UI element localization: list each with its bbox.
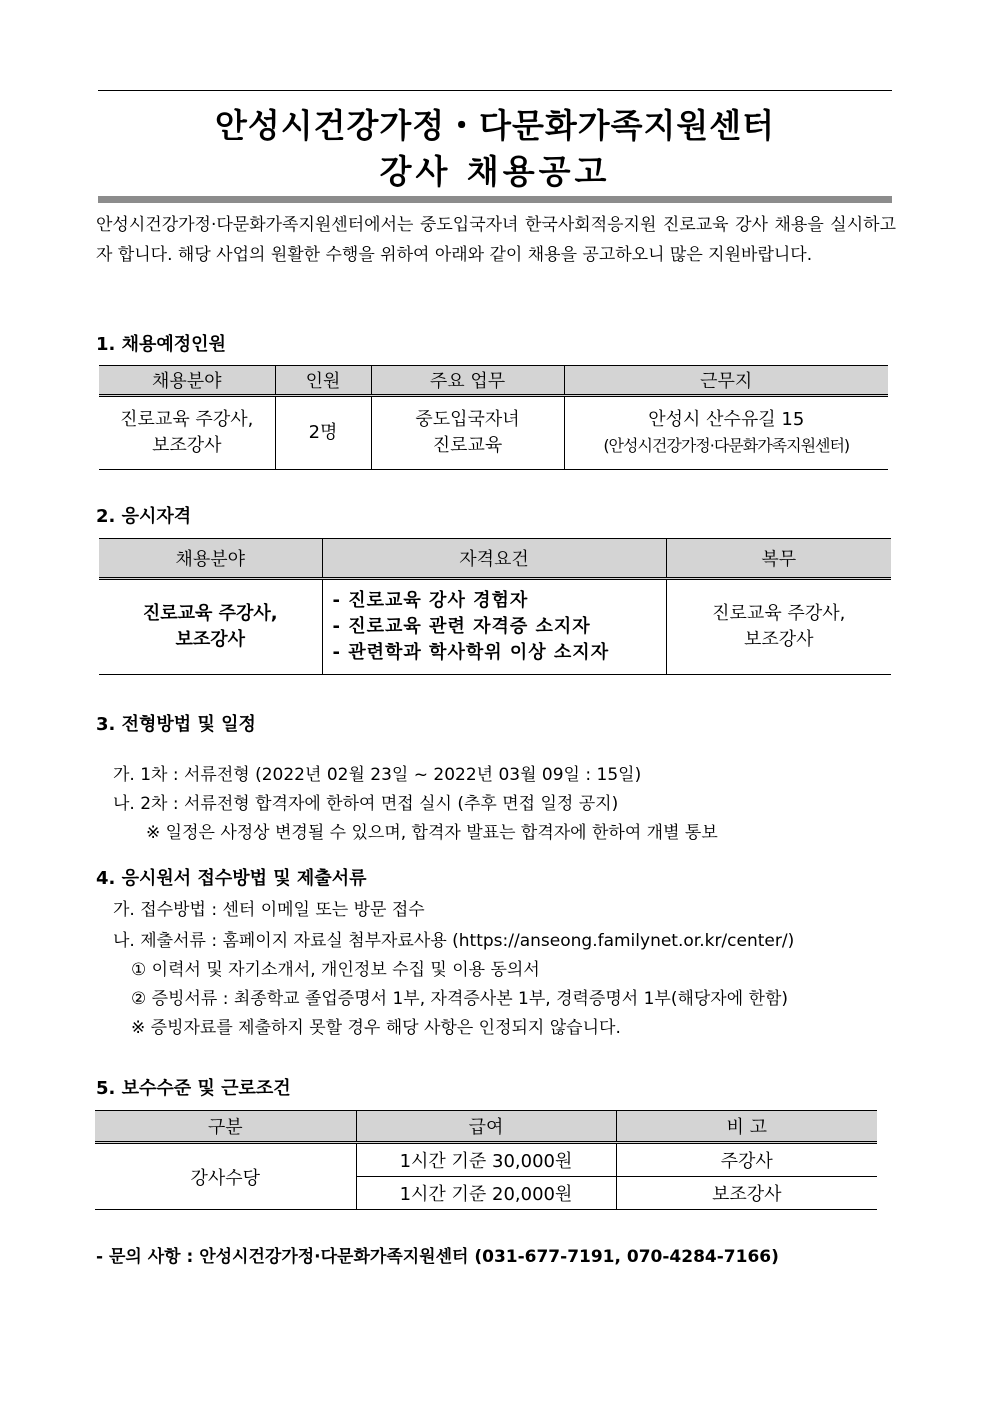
- document-item: ② 증빙서류 : 최종학교 졸업증명서 1부, 자격증사본 1부, 경력증명서 1부(해당자에 한함): [131, 989, 789, 1009]
- header-pay: 급여: [356, 1111, 616, 1143]
- document-item: ① 이력서 및 자기소개서, 개인정보 수집 및 이용 동의서: [131, 960, 540, 980]
- title-bottom-rule: [98, 196, 892, 203]
- duty-line1: 진로교육 주강사,: [712, 603, 846, 624]
- cell-duty: [666, 579, 891, 675]
- field-line1: 진로교육 주강사,: [142, 603, 278, 624]
- table-header-row: [99, 366, 888, 396]
- section1-heading: 1. 채용예정인원: [96, 334, 226, 355]
- title-top-rule: [98, 90, 892, 91]
- pay-table: [95, 1110, 877, 1210]
- cell-count: 2명: [275, 396, 371, 470]
- cell-place: [564, 396, 888, 470]
- duty-line2: 진로교육: [432, 435, 503, 456]
- header-note: 비 고: [616, 1111, 877, 1143]
- cell-note: 보조강사: [616, 1177, 877, 1210]
- schedule-note: ※ 일정은 사정상 변경될 수 있으며, 합격자 발표는 합격자에 한하여 개별 통보: [146, 823, 718, 843]
- cell-pay: 1시간 기준 20,000원: [356, 1177, 616, 1210]
- place-line1: 안성시 산수유길 15: [648, 409, 805, 430]
- documents-note: ※ 증빙자료를 제출하지 못할 경우 해당 사항은 인정되지 않습니다.: [131, 1018, 621, 1038]
- cell-note: 주강사: [616, 1143, 877, 1177]
- cell-field: [99, 396, 275, 470]
- field-line1: 진로교육 주강사,: [120, 409, 254, 430]
- cell-requirements: [322, 579, 666, 675]
- section4-heading: 4. 응시원서 접수방법 및 제출서류: [96, 868, 367, 889]
- cell-pay: 1시간 기준 30,000원: [356, 1143, 616, 1177]
- page-subtitle: 강사 채용공고: [379, 152, 611, 191]
- schedule-line2: 나. 2차 : 서류전형 합격자에 한하여 면접 실시 (추후 면접 일정 공지): [113, 794, 619, 814]
- section2-heading: 2. 응시자격: [96, 506, 192, 527]
- field-line2: 보조강사: [175, 629, 246, 650]
- section5-heading: 5. 보수수준 및 근로조건: [96, 1078, 291, 1099]
- table-header-row: [95, 1111, 877, 1143]
- intro-paragraph: 안성시건강가정·다문화가족지원센터에서는 중도입국자녀 한국사회적응지원 진로교육 강사 채용을 실시하고자 합니다. 해당 사업의 원활한 수행을 위하여 아래와 같이 채용을 공고하오니 많은 지원바랍니다.: [96, 215, 896, 265]
- table-row: [95, 1143, 877, 1177]
- requirement-item: - 진로교육 강사 경험자: [332, 590, 529, 611]
- header-field: 채용분야: [99, 539, 322, 579]
- recruit-count-table: [99, 365, 888, 470]
- apply-method-line: 가. 접수방법 : 센터 이메일 또는 방문 접수: [113, 900, 425, 920]
- requirement-item: - 진로교육 관련 자격증 소지자: [332, 616, 591, 637]
- header-count: 인원: [275, 366, 371, 396]
- qualification-table: [99, 538, 891, 675]
- header-requirement: 자격요건: [322, 539, 666, 579]
- cell-duty: [371, 396, 564, 470]
- header-place: 근무지: [564, 366, 888, 396]
- schedule-line1: 가. 1차 : 서류전형 (2022년 02월 23일 ~ 2022년 03월 09일 : 15일): [113, 765, 642, 785]
- documents-line: 나. 제출서류 : 홈페이지 자료실 첨부자료사용 (https://anseong.familynet.or.kr/center/): [113, 931, 795, 951]
- duty-line1: 중도입국자녀: [415, 409, 520, 430]
- field-line2: 보조강사: [151, 435, 222, 456]
- header-category: 구분: [95, 1111, 356, 1143]
- table-row: [99, 396, 888, 470]
- table-row: [99, 579, 891, 675]
- cell-field: [99, 579, 322, 675]
- page-title: 안성시건강가정・다문화가족지원센터: [214, 106, 776, 145]
- contact-info: - 문의 사항 : 안성시건강가정·다문화가족지원센터 (031-677-7191, 070-4284-7166): [96, 1247, 779, 1267]
- duty-line2: 보조강사: [743, 629, 814, 650]
- table-header-row: [99, 539, 891, 579]
- header-field: 채용분야: [99, 366, 275, 396]
- header-duty: 주요 업무: [371, 366, 564, 396]
- requirement-item: - 관련학과 학사학위 이상 소지자: [332, 642, 610, 663]
- header-duty: 복무: [666, 539, 891, 579]
- place-line2: (안성시건강가정·다문화가족지원센터): [603, 436, 850, 455]
- section3-heading: 3. 전형방법 및 일정: [96, 714, 256, 735]
- cell-category: 강사수당: [95, 1143, 356, 1210]
